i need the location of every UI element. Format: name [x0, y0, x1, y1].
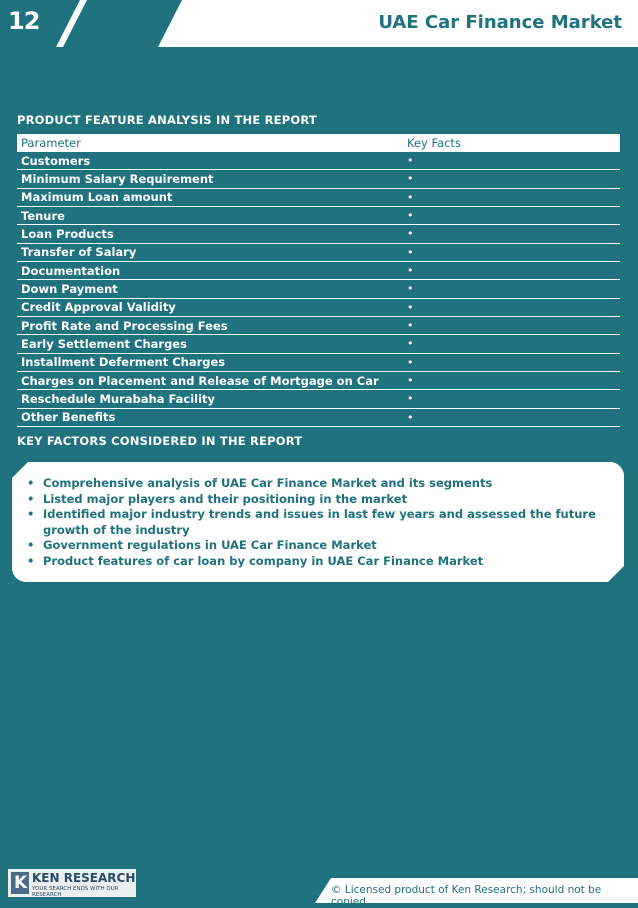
key-fact-cell: • — [407, 154, 414, 168]
logo-brand: KEN RESEARCH — [32, 871, 136, 885]
table-row — [17, 225, 620, 243]
parameter-cell: Documentation — [21, 263, 121, 278]
header-bar — [0, 0, 638, 47]
table-row — [17, 299, 620, 317]
table-row — [17, 152, 620, 170]
table-row — [17, 390, 620, 408]
key-factors-list — [22, 476, 618, 569]
key-fact-cell: • — [407, 209, 414, 223]
copyright-notice: © Licensed product of Ken Research; should not be copied — [331, 884, 602, 908]
parameter-cell: Early Settlement Charges — [21, 336, 187, 351]
table-header-row — [17, 134, 620, 152]
list-item: • Product features of car loan by company in UAE Car Finance Market — [22, 554, 618, 570]
table-row — [17, 207, 620, 225]
column-header-key-facts: Key Facts — [407, 136, 461, 150]
parameter-cell: Profit Rate and Processing Fees — [21, 318, 228, 333]
parameter-cell: Transfer of Salary — [21, 245, 137, 260]
logo-mark: K — [11, 872, 29, 894]
table-row — [17, 317, 620, 335]
product-feature-heading: PRODUCT FEATURE ANALYSIS IN THE REPORT — [17, 113, 317, 127]
parameter-cell: Loan Products — [21, 226, 114, 241]
table-row — [17, 354, 620, 372]
table-row — [17, 189, 620, 207]
table-row — [17, 280, 620, 298]
footer-bar — [331, 878, 638, 908]
ken-research-logo — [8, 869, 136, 897]
key-fact-cell: • — [407, 264, 414, 278]
key-fact-cell: • — [407, 300, 414, 314]
parameter-cell: Minimum Salary Requirement — [21, 171, 214, 186]
key-fact-cell: • — [407, 245, 414, 259]
table-row — [17, 244, 620, 262]
parameter-cell: Reschedule Murabaha Facility — [21, 391, 216, 406]
key-factors-heading: KEY FACTORS CONSIDERED IN THE REPORT — [17, 434, 303, 448]
key-fact-cell: • — [407, 319, 414, 333]
document-title: UAE Car Finance Market — [378, 12, 622, 33]
parameter-cell: Down Payment — [21, 281, 118, 296]
key-factors-box — [12, 462, 624, 582]
logo-tagline: YOUR SEARCH ENDS WITH OUR RESEARCH — [32, 886, 119, 898]
key-fact-cell: • — [407, 355, 414, 369]
parameter-cell: Maximum Loan amount — [21, 190, 173, 205]
parameter-cell: Credit Approval Validity — [21, 300, 176, 315]
list-item: • Listed major players and their positioning in the market — [22, 492, 618, 508]
parameter-cell: Charges on Placement and Release of Mortgage on Car — [21, 373, 379, 388]
key-fact-cell: • — [407, 410, 414, 424]
parameter-cell: Installment Deferment Charges — [21, 355, 226, 370]
feature-table — [17, 134, 620, 427]
table-row — [17, 409, 620, 427]
list-item: • Comprehensive analysis of UAE Car Finance Market and its segments — [22, 476, 618, 492]
list-item: • Government regulations in UAE Car Finance Market — [22, 538, 618, 554]
table-row — [17, 170, 620, 188]
table-row — [17, 372, 620, 390]
key-fact-cell: • — [407, 337, 414, 351]
key-fact-cell: • — [407, 374, 414, 388]
parameter-cell: Customers — [21, 153, 91, 168]
parameter-cell: Other Benefits — [21, 410, 116, 425]
table-row — [17, 335, 620, 353]
key-fact-cell: • — [407, 282, 414, 296]
column-header-parameter: Parameter — [21, 136, 81, 150]
key-fact-cell: • — [407, 172, 414, 186]
table-body — [17, 152, 620, 427]
parameter-cell: Tenure — [21, 208, 65, 223]
page-number: 12 — [8, 7, 40, 35]
key-fact-cell: • — [407, 190, 414, 204]
table-row — [17, 262, 620, 280]
key-fact-cell: • — [407, 227, 414, 241]
key-fact-cell: • — [407, 392, 414, 406]
list-item: • Identified major industry trends and issues in last few years and assessed the future growth of the industry — [22, 507, 618, 538]
